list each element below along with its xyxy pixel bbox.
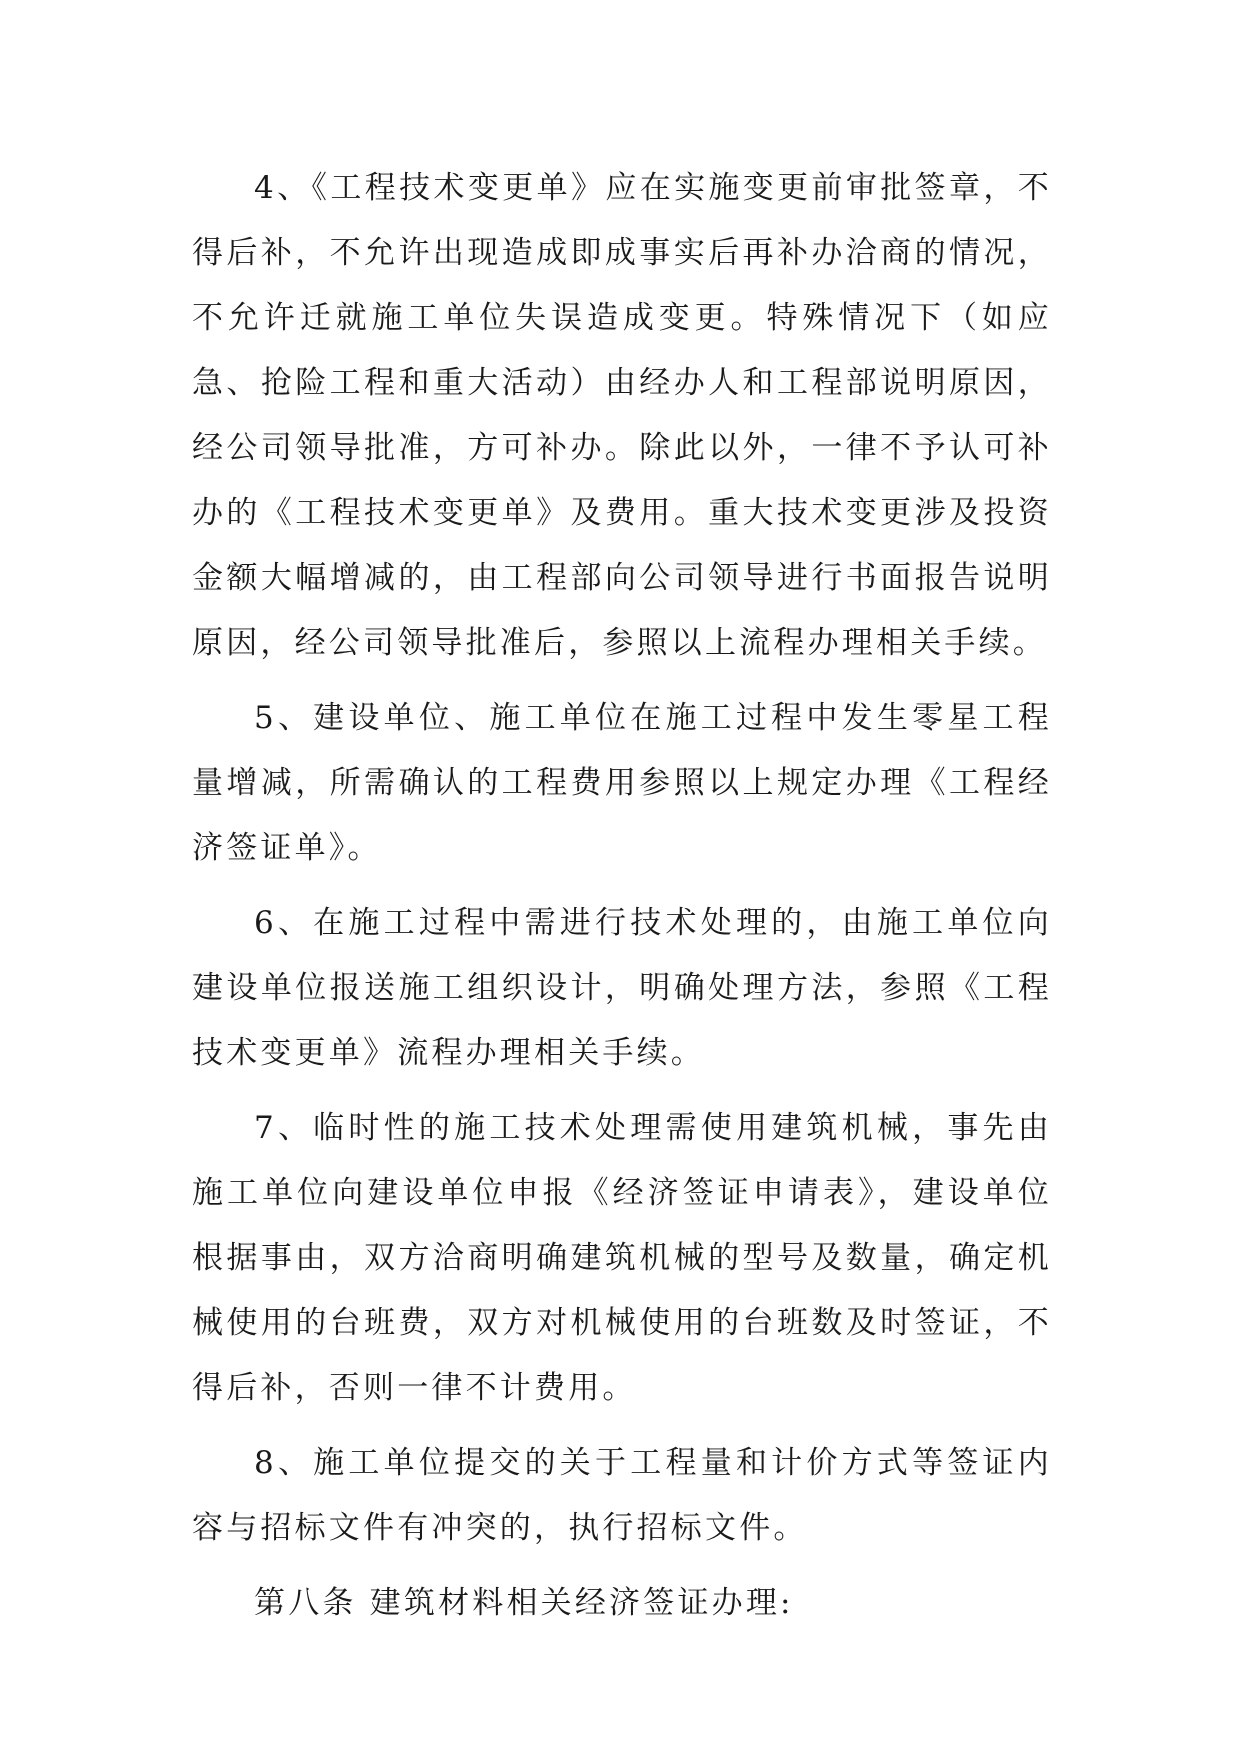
paragraph-item-8: 8、施工单位提交的关于工程量和计价方式等签证内容与招标文件有冲突的，执行招标文件。 <box>192 1445 1052 1546</box>
paragraph-item-4: 4、《工程技术变更单》应在实施变更前审批签章，不得后补，不允许出现造成即成事实后再补办洽商的情况，不允许迁就施工单位失误造成变更。特殊情况下（如应急、抢险工程和重大活动）由经办人和工程部说明原因，经公司领导批准，方可补办。除此以外，一律不予认可补办的《工程技术变更单》及费用。重大技术变更涉及投资金额大幅增减的，由工程部向公司领导进行书面报告说明原因，经公司领导批准后，参照以上流程办理相关手续。 <box>192 170 1052 661</box>
article-8-heading: 第八条 建筑材料相关经济签证办理: <box>254 1585 794 1621</box>
paragraph-item-5: 5、建设单位、施工单位在施工过程中发生零星工程量增减，所需确认的工程费用参照以上规定办理《工程经济签证单》。 <box>192 700 1052 866</box>
document-body <box>192 156 1052 1636</box>
paragraph-item-6: 6、在施工过程中需进行技术处理的，由施工单位向建设单位报送施工组织设计，明确处理方法，参照《工程技术变更单》流程办理相关手续。 <box>192 905 1052 1071</box>
paragraph-item-7: 7、临时性的施工技术处理需使用建筑机械，事先由施工单位向建设单位申报《经济签证申请表》，建设单位根据事由，双方洽商明确建筑机械的型号及数量，确定机械使用的台班费，双方对机械使用的台班数及时签证，不得后补，否则一律不计费用。 <box>192 1110 1052 1406</box>
